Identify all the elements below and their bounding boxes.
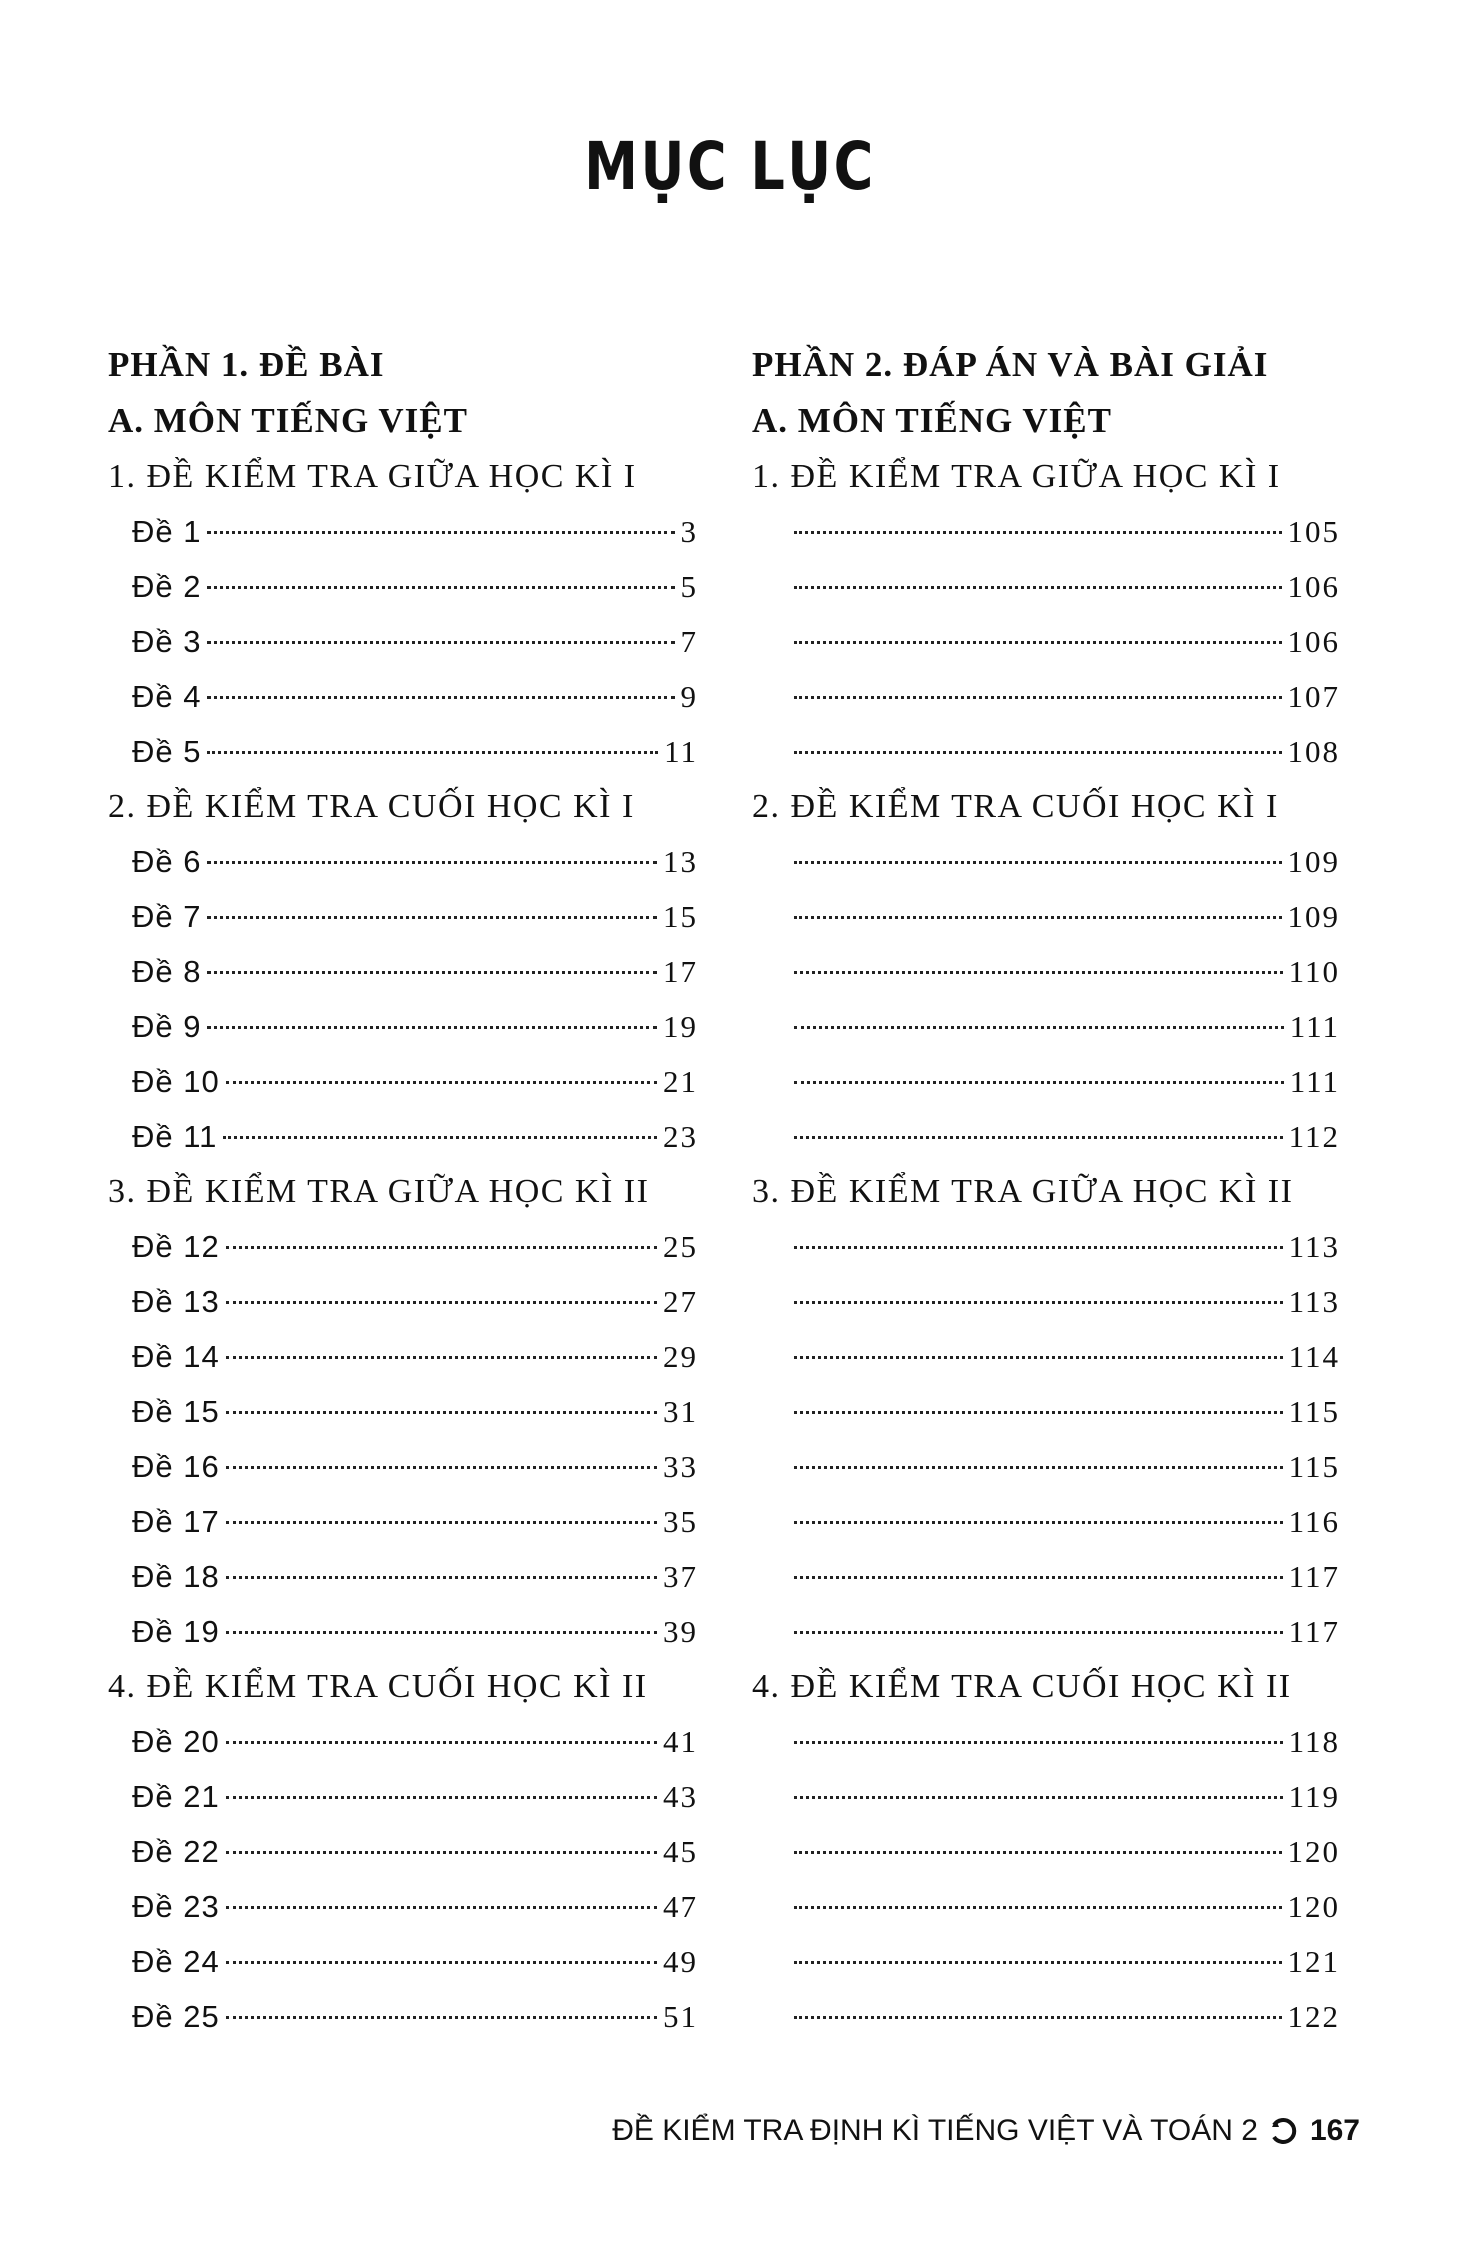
toc-entry [108, 892, 698, 947]
toc-entry [752, 837, 1340, 892]
toc-entry-label: Đề 3 [132, 624, 202, 659]
toc-entry-label: Đề 23 [132, 1889, 220, 1924]
dot-leader [226, 1356, 657, 1359]
toc-entry-label: Đề 15 [132, 1394, 220, 1429]
dot-leader [226, 1796, 657, 1799]
toc-entry-page: 115 [1288, 1394, 1340, 1429]
dot-leader [794, 2016, 1282, 2019]
toc-entry [752, 1057, 1340, 1112]
dot-leader [207, 916, 657, 919]
toc-entry [752, 1827, 1340, 1882]
toc-entry [108, 1937, 698, 1992]
dot-leader [223, 1136, 657, 1139]
toc-entry-page: 43 [663, 1779, 698, 1814]
toc-entry [108, 1552, 698, 1607]
page-title: MỤC LỤC [584, 128, 876, 205]
toc-entry-label: Đề 8 [132, 954, 202, 989]
toc-entry-label: Đề 14 [132, 1339, 220, 1374]
toc-entry [108, 1057, 698, 1112]
toc-entry [108, 1827, 698, 1882]
dot-leader [794, 696, 1282, 699]
toc-entry-page: 106 [1287, 569, 1340, 604]
toc-entry-label: Đề 21 [132, 1779, 220, 1814]
dot-leader [226, 2016, 657, 2019]
toc-entry [108, 1002, 698, 1057]
toc-entry [108, 1222, 698, 1277]
toc-entry-label: Đề 4 [132, 679, 202, 714]
footer-book-title: ĐỀ KIỂM TRA ĐỊNH KÌ TIẾNG VIỆT VÀ TOÁN 2 [612, 2114, 1258, 2147]
dot-leader [226, 1466, 657, 1469]
toc-entry [752, 947, 1340, 1002]
section-heading: 3. ĐỀ KIỂM TRA GIỮA HỌC KÌ II [108, 1173, 650, 1210]
toc-entry-page: 118 [1288, 1724, 1340, 1759]
toc-entry [752, 727, 1340, 782]
toc-entry [108, 1332, 698, 1387]
toc-entry-page: 49 [663, 1944, 698, 1979]
dot-leader [794, 1631, 1283, 1634]
toc-entry-page: 41 [663, 1724, 698, 1759]
toc-entry [752, 1552, 1340, 1607]
toc-entry-label: Đề 6 [132, 844, 202, 879]
toc-entry [108, 727, 698, 782]
toc-entry-page: 107 [1287, 679, 1340, 714]
toc-entry-page: 108 [1287, 734, 1340, 769]
dot-leader [226, 1081, 657, 1084]
section-heading: 1. ĐỀ KIỂM TRA GIỮA HỌC KÌ I [108, 458, 637, 495]
toc-entry [108, 1277, 698, 1332]
dot-leader [226, 1851, 657, 1854]
toc-entry [108, 672, 698, 727]
dot-leader [794, 1081, 1284, 1084]
dot-leader [794, 751, 1282, 754]
dot-leader [207, 586, 674, 589]
toc-entry-label: Đề 22 [132, 1834, 220, 1869]
toc-entry-page: 17 [663, 954, 698, 989]
toc-entry-page: 19 [663, 1009, 698, 1044]
toc-entry-page: 120 [1287, 1834, 1340, 1869]
dot-leader [794, 1576, 1283, 1579]
toc-entry [752, 507, 1340, 562]
toc-entry-page: 47 [663, 1889, 698, 1924]
dot-leader [207, 696, 674, 699]
dot-leader [794, 641, 1282, 644]
toc-entry [108, 1772, 698, 1827]
section-heading: 4. ĐỀ KIỂM TRA CUỐI HỌC KÌ II [752, 1668, 1292, 1705]
toc-entry-page: 119 [1288, 1779, 1340, 1814]
toc-entry [752, 1112, 1340, 1167]
toc-entry [752, 1607, 1340, 1662]
toc-entry-page: 7 [680, 624, 698, 659]
toc-entry [108, 1607, 698, 1662]
dot-leader [207, 971, 657, 974]
toc-entry [752, 1332, 1340, 1387]
toc-entry [752, 672, 1340, 727]
section-heading: 4. ĐỀ KIỂM TRA CUỐI HỌC KÌ II [108, 1668, 648, 1705]
section-heading: 1. ĐỀ KIỂM TRA GIỮA HỌC KÌ I [752, 458, 1281, 495]
toc-entry-page: 122 [1287, 1999, 1340, 2034]
dot-leader [794, 861, 1282, 864]
section-heading: 2. ĐỀ KIỂM TRA CUỐI HỌC KÌ I [752, 788, 1279, 825]
toc-entry-page: 51 [663, 1999, 698, 2034]
toc-entry [752, 1002, 1340, 1057]
toc-entry-page: 111 [1289, 1009, 1340, 1044]
section-heading: 2. ĐỀ KIỂM TRA CUỐI HỌC KÌ I [108, 788, 635, 825]
toc-entry-page: 106 [1287, 624, 1340, 659]
toc-entry-page: 110 [1288, 954, 1340, 989]
toc-entry [752, 1992, 1340, 2047]
dot-leader [794, 916, 1282, 919]
arrow-right-circle-icon [1268, 2115, 1300, 2147]
dot-leader [794, 1521, 1283, 1524]
dot-leader [207, 641, 674, 644]
dot-leader [794, 1246, 1283, 1249]
dot-leader [226, 1301, 657, 1304]
toc-entry-page: 5 [680, 569, 698, 604]
dot-leader [226, 1906, 657, 1909]
toc-entry [108, 562, 698, 617]
toc-entry-label: Đề 17 [132, 1504, 220, 1539]
toc-entry-page: 109 [1287, 899, 1340, 934]
section-heading: 3. ĐỀ KIỂM TRA GIỮA HỌC KÌ II [752, 1173, 1294, 1210]
toc-entry-page: 15 [663, 899, 698, 934]
toc-entry-page: 105 [1287, 514, 1340, 549]
toc-entry-page: 39 [663, 1614, 698, 1649]
dot-leader [226, 1741, 657, 1744]
toc-entry [752, 1277, 1340, 1332]
dot-leader [794, 1356, 1283, 1359]
toc-entry-label: Đề 24 [132, 1944, 220, 1979]
toc-entry [108, 947, 698, 1002]
subject-heading: A. MÔN TIẾNG VIỆT [752, 401, 1112, 440]
toc-entry [108, 1497, 698, 1552]
toc-entry-page: 23 [663, 1119, 698, 1154]
dot-leader [794, 1026, 1284, 1029]
toc-entry-page: 115 [1288, 1449, 1340, 1484]
toc-entry [752, 1497, 1340, 1552]
toc-entry-page: 113 [1288, 1229, 1340, 1264]
dot-leader [226, 1411, 657, 1414]
page-footer [600, 2106, 1360, 2156]
dot-leader [794, 971, 1283, 974]
dot-leader [226, 1631, 657, 1634]
page-number: 167 [1309, 2114, 1360, 2147]
toc-entry-label: Đề 10 [132, 1064, 220, 1099]
toc-entry-label: Đề 2 [132, 569, 202, 604]
toc-entry [108, 507, 698, 562]
dot-leader [226, 1521, 657, 1524]
dot-leader [794, 1411, 1283, 1414]
toc-entry [108, 617, 698, 672]
toc-entry [752, 1772, 1340, 1827]
dot-leader [226, 1576, 657, 1579]
toc-entry [108, 1992, 698, 2047]
dot-leader [794, 531, 1282, 534]
toc-entry [752, 1442, 1340, 1497]
dot-leader [794, 1301, 1283, 1304]
toc-entry-label: Đề 7 [132, 899, 202, 934]
toc-entry-page: 116 [1288, 1504, 1340, 1539]
toc-entry-page: 117 [1288, 1614, 1340, 1649]
toc-entry-page: 45 [663, 1834, 698, 1869]
toc-entry-page: 9 [680, 679, 698, 714]
toc-entry-page: 27 [663, 1284, 698, 1319]
dot-leader [794, 1136, 1283, 1139]
toc-entry [752, 562, 1340, 617]
dot-leader [794, 1961, 1282, 1964]
toc-entry-page: 29 [663, 1339, 698, 1374]
dot-leader [207, 1026, 657, 1029]
toc-entry [752, 1222, 1340, 1277]
toc-entry [752, 892, 1340, 947]
dot-leader [794, 1851, 1282, 1854]
toc-entry [108, 1112, 698, 1167]
toc-entry-label: Đề 16 [132, 1449, 220, 1484]
toc-entry [108, 1882, 698, 1937]
toc-column-answers [752, 340, 1340, 2047]
toc-entry-label: Đề 18 [132, 1559, 220, 1594]
toc-column-questions [108, 340, 698, 2047]
toc-entry [752, 1937, 1340, 1992]
toc-entry-label: Đề 13 [132, 1284, 220, 1319]
subject-heading: A. MÔN TIẾNG VIỆT [108, 401, 468, 440]
toc-entry-page: 33 [663, 1449, 698, 1484]
toc-entry-page: 37 [663, 1559, 698, 1594]
toc-entry-page: 121 [1287, 1944, 1340, 1979]
toc-entry-page: 35 [663, 1504, 698, 1539]
toc-entry-label: Đề 9 [132, 1009, 202, 1044]
toc-entry-page: 111 [1289, 1064, 1340, 1099]
toc-entry-label: Đề 5 [132, 734, 202, 769]
part-heading: PHẦN 1. ĐỀ BÀI [108, 345, 385, 384]
toc-entry-page: 112 [1288, 1119, 1340, 1154]
toc-entry-page: 11 [664, 734, 698, 769]
toc-entry [752, 1387, 1340, 1442]
toc-entry-label: Đề 25 [132, 1999, 220, 2034]
toc-entry-label: Đề 20 [132, 1724, 220, 1759]
dot-leader [207, 751, 658, 754]
toc-entry-page: 117 [1288, 1559, 1340, 1594]
dot-leader [794, 586, 1282, 589]
toc-entry [108, 1717, 698, 1772]
toc-entry-page: 120 [1287, 1889, 1340, 1924]
toc-entry-page: 113 [1288, 1284, 1340, 1319]
dot-leader [794, 1741, 1283, 1744]
toc-entry-label: Đề 12 [132, 1229, 220, 1264]
dot-leader [794, 1906, 1282, 1909]
toc-entry-label: Đề 11 [132, 1119, 218, 1154]
toc-entry-page: 31 [663, 1394, 698, 1429]
toc-entry-page: 13 [663, 844, 698, 879]
dot-leader [207, 861, 657, 864]
dot-leader [207, 531, 674, 534]
toc-entry [752, 1717, 1340, 1772]
toc-entry-page: 3 [680, 514, 698, 549]
part-heading: PHẦN 2. ĐÁP ÁN VÀ BÀI GIẢI [752, 345, 1269, 384]
toc-entry-page: 25 [663, 1229, 698, 1264]
dot-leader [794, 1796, 1283, 1799]
dot-leader [794, 1466, 1283, 1469]
toc-entry [108, 1387, 698, 1442]
toc-entry-label: Đề 19 [132, 1614, 220, 1649]
toc-entry-page: 21 [663, 1064, 698, 1099]
toc-entry-page: 114 [1288, 1339, 1340, 1374]
dot-leader [226, 1246, 657, 1249]
toc-entry-label: Đề 1 [132, 514, 202, 549]
toc-entry [108, 1442, 698, 1497]
toc-entry [108, 837, 698, 892]
toc-entry [752, 1882, 1340, 1937]
toc-entry [752, 617, 1340, 672]
dot-leader [226, 1961, 657, 1964]
toc-entry-page: 109 [1287, 844, 1340, 879]
